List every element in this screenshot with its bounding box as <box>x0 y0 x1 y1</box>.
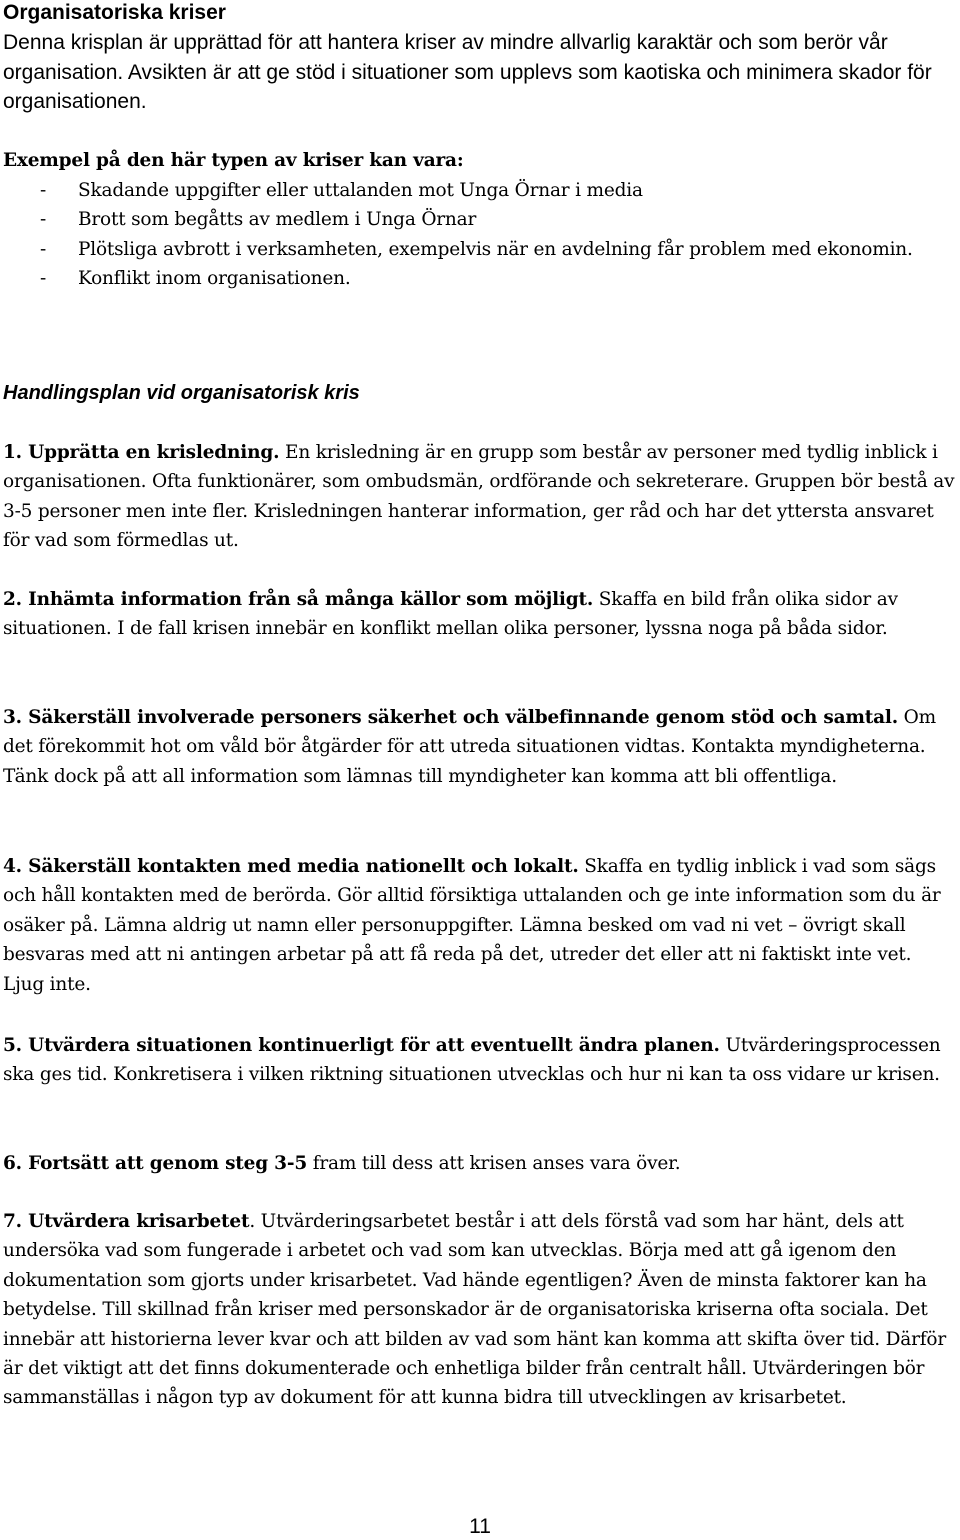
page-number: 11 <box>469 1515 491 1538</box>
list-item-text: Plötsliga avbrott i verksamheten, exempelvis när en avdelning får problem med ekonomin. <box>78 238 913 260</box>
list-item <box>3 205 953 234</box>
plan-step <box>3 703 955 791</box>
step-heading: 6. Fortsätt att genom steg 3-5 <box>3 1153 308 1174</box>
plan-step <box>3 438 955 556</box>
step-text: Skaffa en bild från olika sidor av situationen. I de fall krisen innebär en konflikt mellan olika personer, lyssna noga på båda sidor. <box>3 589 898 640</box>
bullet-dash: - <box>40 209 47 231</box>
intro-paragraph: Denna krisplan är upprättad för att hantera kriser av mindre allvarlig karaktär och som berör vår organisation. Avsikten är att ge stöd i situationer som upplevs som kaotiska och minimera skador för organisationen. <box>3 31 932 113</box>
step-heading: 3. Säkerställ involverade personers säkerhet och välbefinnande genom stöd och samtal. <box>3 707 898 728</box>
step-text: En krisledning är en grupp som består av personer med tydlig inblick i organisationen. Ofta funktionärer, som ombudsmän, ordförande och sekreterare. Gruppen bör bestå av 3-5 personer men inte fler. Krisledningen hanterar information, ger råd och har det yttersta ansvaret för vad som förmedlas ut. <box>3 442 955 552</box>
list-item-text: Skadande uppgifter eller uttalanden mot Unga Örnar i media <box>78 180 643 201</box>
plan-step <box>3 1207 955 1413</box>
step-text: Utvärderingsprocessen ska ges tid. Konkretisera i vilken riktning situationen utvecklas och hur ni kan ta oss vidare ur krisen. <box>3 1035 941 1086</box>
list-item-text: Konflikt inom organisationen. <box>78 268 351 290</box>
step-heading: 5. Utvärdera situationen kontinuerligt för att eventuellt ändra planen. <box>3 1035 720 1056</box>
plan-step <box>3 1031 955 1090</box>
examples-title: Exempel på den här typen av kriser kan vara: <box>3 150 464 171</box>
list-item <box>3 235 953 264</box>
bullet-dash: - <box>40 180 47 201</box>
step-heading: 2. Inhämta information från så många källor som möjligt. <box>3 589 594 610</box>
step-heading: 1. Upprätta en krisledning. <box>3 442 280 463</box>
section-heading: Organisatoriska kriser <box>3 1 226 24</box>
step-text: fram till dess att krisen anses vara över. <box>307 1153 681 1174</box>
bullet-dash: - <box>40 268 47 290</box>
plan-step <box>3 585 955 644</box>
plan-step <box>3 1149 955 1178</box>
list-item <box>3 176 953 205</box>
plan-step <box>3 852 955 999</box>
step-heading: 7. Utvärdera krisarbetet <box>3 1211 250 1232</box>
step-text: Om det förekommit hot om våld bör åtgärder för att utreda situationen vidtas. Kontakta myndigheterna. Tänk dock på att all information som lämnas till myndigheter kan komma att bli offentliga. <box>3 707 936 787</box>
step-text: . Utvärderingsarbetet består i att dels förstå vad som har hänt, dels att undersöka vad som fungerade i arbetet och vad som kan utvecklas. Börja med att gå igenom den dokumentation som gjorts under krisarbetet. Vad hände egentligen? Även de minsta faktorer kan ha betydelse. Till skillnad från kriser med personskador är de organisatoriska kriserna ofta sociala. Det innebär att historierna lever kvar och att bilden av vad som hänt kan komma att skifta över tid. Därför är det viktigt att det finns dokumenterade och enhetliga bilder från centralt håll. Utvärderingen bör sammanställas i någon typ av dokument för att kunna bidra till utvecklingen av krisarbetet. <box>3 1211 946 1409</box>
list-item <box>3 264 953 293</box>
step-heading: 4. Säkerställ kontakten med media nationellt och lokalt. <box>3 856 579 877</box>
bullet-dash: - <box>40 238 47 260</box>
action-plan-title: Handlingsplan vid organisatorisk kris <box>3 382 360 404</box>
step-text: Skaffa en tydlig inblick i vad som sägs och håll kontakten med de berörda. Gör alltid försiktiga uttalanden och ge inte information som du är osäker på. Lämna aldrig ut namn eller personuppgifter. Lämna besked om vad ni vet – övrigt skall besvaras med att ni antingen arbetar på att få reda på det, utreder det eller att ni faktiskt inte vet. Ljug inte. <box>3 856 941 995</box>
examples-list <box>3 176 953 294</box>
list-item-text: Brott som begåtts av medlem i Unga Örnar <box>78 209 477 231</box>
